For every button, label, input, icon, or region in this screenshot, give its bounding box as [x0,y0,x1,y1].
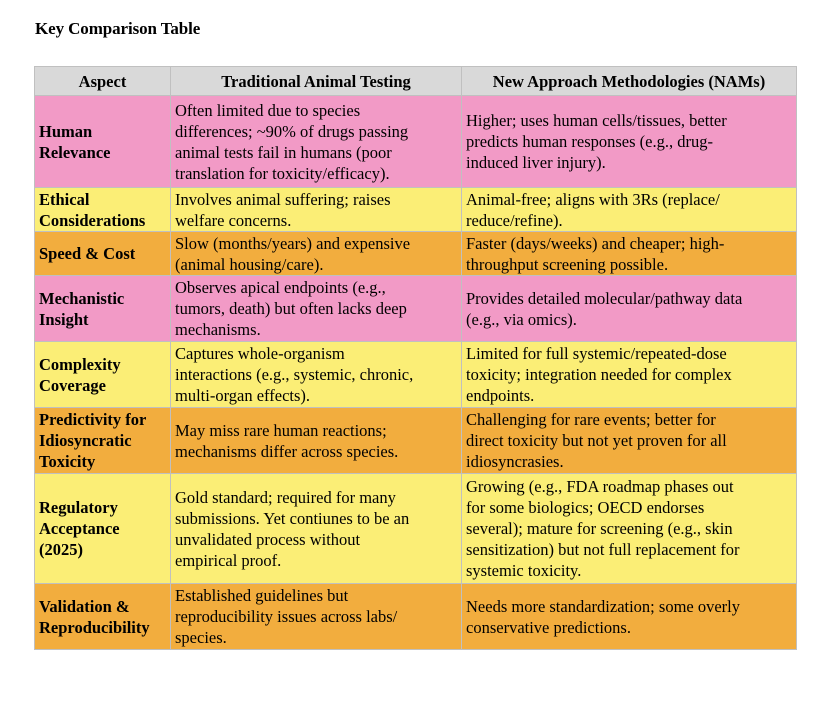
cell-line: species. [175,628,227,647]
cell-line: induced liver injury). [466,153,606,172]
traditional-cell [171,276,462,342]
cell-line: Acceptance [39,519,120,538]
traditional-cell [171,584,462,650]
cell-line: direct toxicity but not yet proven for all [466,431,727,450]
table-header-row [35,67,797,96]
cell-line: Regulatory [39,498,118,517]
nams-cell [462,342,797,408]
traditional-cell [171,96,462,188]
cell-line: May miss rare human reactions; [175,420,387,440]
nams-cell [462,96,797,188]
table-body [35,96,797,650]
aspect-cell [35,408,171,474]
aspect-cell [35,96,171,188]
cell-line: Challenging for rare events; better for [466,410,716,429]
cell-line: Slow (months/years) and expensive [175,233,411,253]
cell-line: Toxicity [39,452,96,471]
table-row [35,96,797,188]
cell-line: empirical proof. [175,550,282,570]
cell-line: multi-organ effects). [175,386,311,405]
cell-line: Higher; uses human cells/tissues, better [466,111,727,130]
traditional-cell [171,232,462,276]
table-row [35,188,797,232]
cell-line: Mechanistic [39,288,125,308]
nams-cell [462,232,797,276]
cell-line: Growing (e.g., FDA roadmap phases out [466,477,734,496]
cell-line: conservative predictions. [466,617,631,637]
column-header-aspect: Aspect [35,67,171,96]
cell-line: Ethical [39,189,90,209]
cell-line: submissions. Yet contiunes to be an [175,508,410,528]
cell-line: Gold standard; required for many [175,487,396,507]
cell-line: translation for toxicity/efficacy). [175,163,390,183]
cell-line: interactions (e.g., systemic, chronic, [175,365,414,384]
cell-line: Faster (days/weeks) and cheaper; high- [466,233,725,253]
cell-line: toxicity; integration needed for complex [466,365,732,384]
traditional-cell [171,342,462,408]
cell-line: animal tests fail in humans (poor [175,142,392,162]
cell-line: Captures whole-organism [175,344,345,363]
aspect-cell [35,232,171,276]
cell-line: Needs more standardization; some overly [466,596,740,616]
cell-line: idiosyncrasies. [466,452,564,471]
cell-line: differences; ~90% of drugs passing [175,121,409,141]
cell-line: Coverage [39,375,106,395]
cell-line: systemic toxicity. [466,561,582,580]
page-title: Key Comparison Table [35,19,201,38]
cell-line: Human [39,121,93,141]
aspect-cell [35,584,171,650]
cell-line: Considerations [39,210,146,230]
cell-line: endpoints. [466,386,535,405]
cell-line: (e.g., via omics). [466,309,577,329]
cell-line: Involves animal suffering; raises [175,189,391,209]
cell-line: predicts human responses (e.g., drug- [466,132,713,151]
table-row [35,232,797,276]
table-row [35,474,797,584]
traditional-cell [171,188,462,232]
cell-line: reduce/refine). [466,210,563,230]
cell-line: Established guidelines but [175,586,349,605]
cell-line: Idiosyncratic [39,431,132,450]
table-row [35,408,797,474]
cell-line: Provides detailed molecular/pathway data [466,288,743,308]
table-row [35,276,797,342]
column-header-nams: New Approach Methodologies (NAMs) [462,67,797,96]
cell-line: Limited for full systemic/repeated-dose [466,344,727,363]
comparison-table [34,66,797,650]
cell-line: Predictivity for [39,410,147,429]
cell-line: Validation & [39,596,130,616]
cell-line: Insight [39,309,89,329]
cell-line: unvalidated process without [175,529,361,549]
cell-line: tumors, death) but often lacks deep [175,299,407,318]
cell-line: Observes apical endpoints (e.g., [175,278,386,297]
aspect-cell [35,276,171,342]
cell-line: mechanisms differ across species. [175,441,399,461]
nams-cell [462,408,797,474]
traditional-cell [171,474,462,584]
cell-line: mechanisms. [175,320,261,339]
traditional-cell [171,408,462,474]
cell-line: sensitization) but not full replacement for [466,540,740,559]
cell-line: welfare concerns. [175,210,292,230]
nams-cell [462,474,797,584]
table-row [35,342,797,408]
cell-line: Relevance [39,142,111,162]
cell-line: Animal-free; aligns with 3Rs (replace/ [466,189,720,209]
cell-line: Speed & Cost [39,244,136,263]
cell-line: (2025) [39,540,83,559]
aspect-cell [35,188,171,232]
cell-line: for some biologics; OECD endorses [466,498,705,517]
cell-line: Reproducibility [39,617,150,637]
column-header-traditional: Traditional Animal Testing [171,67,462,96]
cell-line: throughput screening possible. [466,254,669,274]
nams-cell [462,276,797,342]
aspect-cell [35,342,171,408]
cell-line: Complexity [39,354,121,374]
cell-line: reproducibility issues across labs/ [175,607,398,626]
table-row [35,584,797,650]
aspect-cell [35,474,171,584]
nams-cell [462,584,797,650]
nams-cell [462,188,797,232]
cell-line: several); mature for screening (e.g., skin [466,519,733,538]
cell-line: Often limited due to species [175,100,361,120]
cell-line: (animal housing/care). [175,254,324,274]
